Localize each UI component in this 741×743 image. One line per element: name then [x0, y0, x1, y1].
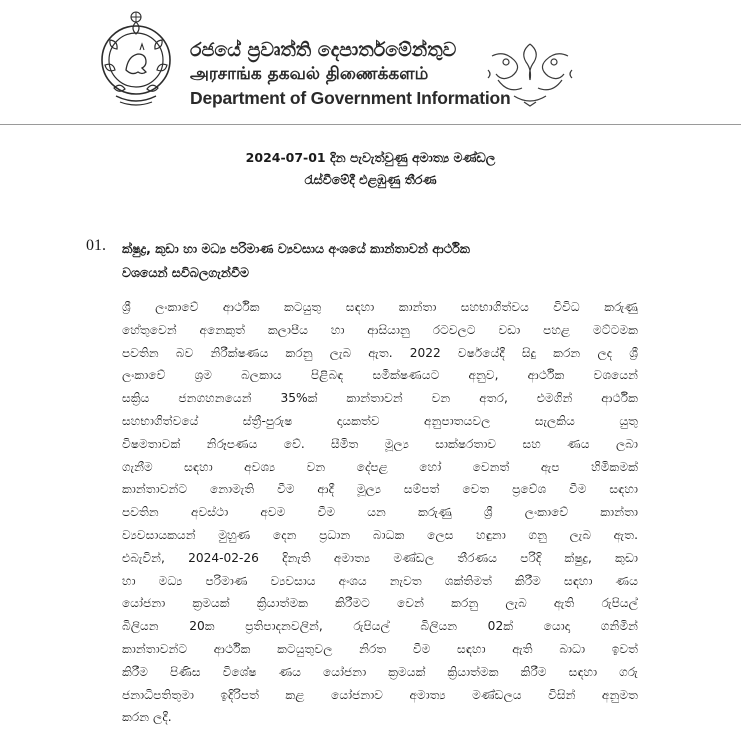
department-name-tamil: அரசாங்க தகவல் திணைக்களம்	[190, 64, 429, 84]
body-line: කිරීම පිණිස විශේෂ ණය යෝජනා ක්‍රමයක් ක්‍රියාත්මක කිරීම සඳහා ගරු	[122, 664, 638, 679]
item-number: 01.	[86, 237, 106, 254]
document-title-line-1: 2024-07-01 දින පැවැත්වුණු අමාත්‍ය මණ්ඩල	[245, 150, 496, 165]
item-body	[122, 296, 638, 729]
sri-lanka-emblem-icon	[96, 10, 176, 110]
body-line: ව්‍යවසායකයන් මුහුණ දෙන ප්‍රධාන බාධක ලෙස හඳුනා ගනු ලැබ ඇත.	[122, 527, 638, 542]
body-line: කාන්තාවන්ට ආර්ථික කටයුතුවල නිරත වීම සඳහා ඇති බාධා ඉවත්	[122, 641, 638, 656]
body-line: ලංකාවේ ශ්‍රම බලකාය පිළිබඳ සමීක්ෂණයට අනුව, ආර්ථික වශයෙන්	[122, 368, 638, 383]
body-line: ගැනීම සඳහා අවශ්‍ය වන දේපළ හෝ වෙනත් ඇප හිමිකමක්	[122, 459, 638, 474]
decorative-ornament-icon	[484, 36, 576, 108]
body-line: එබැවින්, 2024-02-26 දිනැති අමාත්‍ය මණ්ඩල තීරණය පරිදි ක්ෂුද්‍ර, කුඩා	[122, 550, 638, 565]
body-line: හා මධ්‍ය පරිමාණ ව්‍යවසාය අංශය නැවත ශක්තිමත් කිරීම සඳහා ණය	[122, 573, 638, 588]
body-line: බිලියන 20ක ප්‍රතිපාදනවලින්, රුපියල් බිලියන 02ක් යොදා ගනිමින්	[122, 619, 638, 634]
document-title-line-2: රැස්වීමේදී එළඹුණු තීරණ	[304, 172, 437, 187]
department-name-english: Department of Government Information	[190, 88, 511, 108]
body-line: සක්‍රිය ජනගහනයෙන් 35%ක් කාන්තාවන් වන අතර, එමගින් ආර්ථික	[122, 391, 638, 406]
body-line: ශ්‍රී ලංකාවේ ආර්ථික කටයුතු සඳහා කාන්තා සහභාගිත්වය විවිධ කරුණු	[122, 300, 638, 314]
department-names	[190, 38, 511, 110]
item-heading-line: වශයෙන් සවිබලගැන්වීම	[122, 265, 249, 280]
body-line: පවතින බව නිරීක්ෂණය කරනු ලැබ ඇත. 2022 වර්ෂයේදී සිදු කරන ලද ශ්‍රී	[122, 345, 638, 360]
body-line: සහභාගිත්වයේ ස්ත්‍රී-පුරුෂ දායකත්ව අනුපාතයවල සැලකිය යුතු	[122, 413, 638, 428]
body-line: විෂමතාවක් නිරූපණය වේ. සීමිත මූල්‍ය සාක්ෂරතාව සහ ණය ලබා	[122, 436, 638, 451]
header-divider	[0, 124, 741, 125]
body-line: ජනාධිපතිතුමා ඉදිරිපත් කළ යෝජනාව අමාත්‍ය මණ්ඩලය විසින් අනුමත	[122, 687, 638, 702]
body-line: යෝජනා ක්‍රමයක් ක්‍රියාත්මක කිරීමට වෙන් කරනු ලැබ ඇති රුපියල්	[122, 596, 638, 611]
body-line: කාන්තාවන්ට නොමැති වීම ආදී මූල්‍ය සම්පත් වෙත ප්‍රවේශ වීම සඳහා	[122, 482, 638, 497]
body-line: කරන ලදී.	[122, 710, 172, 725]
body-line: හේතුවෙන් අනෙකුත් කලාපීය හා ආසියානු රටවලට වඩා පහළ මට්ටමක	[122, 322, 638, 337]
item-heading-line: ක්ෂුද්‍ර, කුඩා හා මධ්‍ය පරිමාණ ව්‍යවසාය අංශයේ කාන්තාවන් ආර්ථික	[122, 241, 470, 256]
item-heading	[122, 237, 637, 285]
body-line: පවතින අවස්ථා අවම වීම යන කරුණු ශ්‍රී ලංකාවේ කාන්තා	[122, 505, 638, 520]
letterhead	[0, 0, 741, 124]
department-name-sinhala: රජයේ ප්‍රවෘත්ති දෙපාර්තමේන්තුව	[190, 39, 457, 61]
